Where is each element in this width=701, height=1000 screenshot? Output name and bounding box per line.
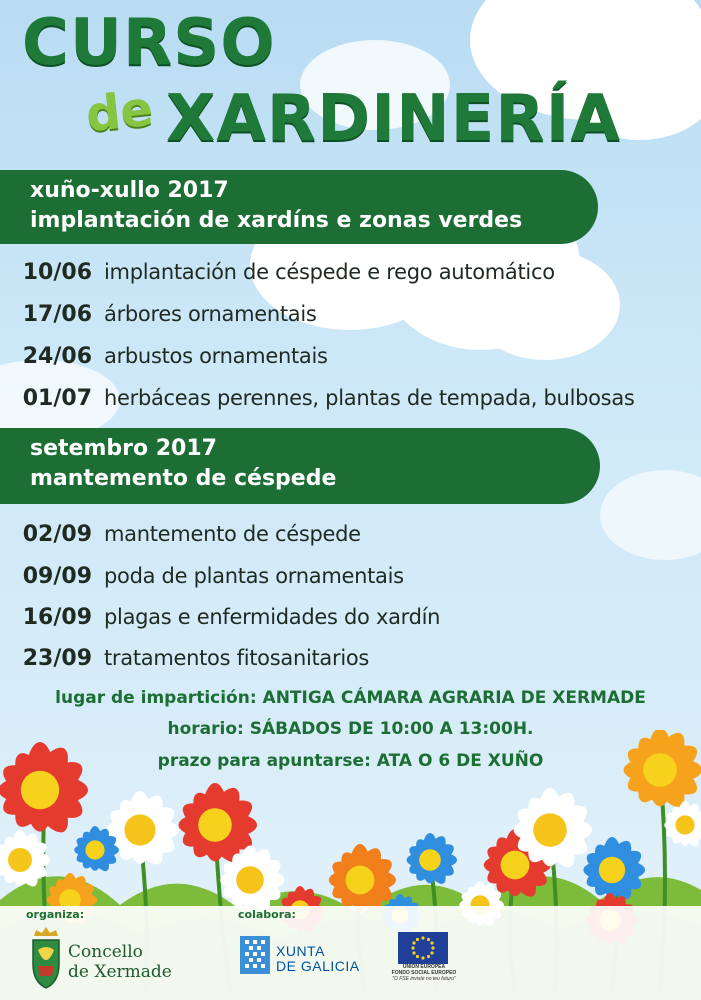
schedule-date: 17/06 xyxy=(22,301,92,327)
schedule-desc: poda de plantas ornamentais xyxy=(104,564,404,588)
eu-flag-icon xyxy=(398,932,448,964)
schedule-row xyxy=(0,517,361,551)
schedule-row xyxy=(0,559,404,593)
schedule-row xyxy=(0,381,635,415)
schedule-desc: plagas e enfermidades do xardín xyxy=(104,605,441,629)
eu-line1: UNIÓN EUROPEA xyxy=(402,964,446,970)
eu-line3 xyxy=(384,976,464,982)
schedule-desc: tratamentos fitosanitarios xyxy=(104,646,370,670)
eu-slogan: "O FSE inviste no teu futuro" xyxy=(392,976,456,982)
eu-text xyxy=(384,964,464,982)
schedule-row xyxy=(0,339,328,373)
title-curso: CURSO xyxy=(22,6,276,80)
xunta-line1: XUNTA xyxy=(276,943,325,959)
schedule-desc: herbáceas perennes, plantas de tempada, bulbosas xyxy=(104,386,635,410)
section1-heading-line2: implantación de xardíns e zonas verdes xyxy=(30,208,523,233)
title-de: de xyxy=(83,80,156,144)
xunta-line2: DE GALICIA xyxy=(276,958,360,974)
info-schedule: horario: SÁBADOS DE 10:00 A 13:00H. xyxy=(167,719,534,739)
schedule-desc: arbustos ornamentais xyxy=(104,344,328,368)
schedule-row xyxy=(0,255,555,289)
title-xardineria: XARDINERÍA xyxy=(166,82,621,156)
info-deadline: prazo para apuntarse: ATA O 6 DE XUÑO xyxy=(157,751,544,771)
concello-coat-of-arms-icon xyxy=(28,926,64,992)
xunta-name xyxy=(276,944,360,974)
schedule-desc: árbores ornamentais xyxy=(104,302,317,326)
section2-heading-line1: setembro 2017 xyxy=(30,436,217,461)
xunta-logo-icon xyxy=(240,936,270,974)
schedule-date: 02/09 xyxy=(22,521,92,547)
schedule-desc: mantemento de céspede xyxy=(104,522,361,546)
schedule-row xyxy=(0,297,317,331)
section2-banner xyxy=(0,428,600,504)
schedule-date: 10/06 xyxy=(22,259,92,285)
concello-line2: de Xermade xyxy=(68,962,172,982)
footer xyxy=(0,906,701,1000)
schedule-row xyxy=(0,641,369,675)
schedule-desc: implantación de céspede e rego automático xyxy=(104,260,555,284)
section2-heading-line2: mantemento de céspede xyxy=(30,466,337,491)
schedule-date: 09/09 xyxy=(22,563,92,589)
organiza-label: organiza: xyxy=(26,908,85,921)
schedule-date: 01/07 xyxy=(22,385,92,411)
schedule-date: 24/06 xyxy=(22,343,92,369)
info-place: lugar de impartición: ANTIGA CÁMARA AGRARIA DE XERMADE xyxy=(55,688,646,708)
section1-heading-line1: xuño-xullo 2017 xyxy=(30,178,229,203)
schedule-row xyxy=(0,600,440,634)
schedule-date: 23/09 xyxy=(22,645,92,671)
eu-line2: FONDO SOCIAL EUROPEO xyxy=(391,970,457,976)
concello-line1: Concello xyxy=(68,942,143,962)
colabora-label: colabora: xyxy=(238,908,296,921)
section1-banner xyxy=(0,170,598,244)
concello-name xyxy=(68,942,172,982)
schedule-date: 16/09 xyxy=(22,604,92,630)
